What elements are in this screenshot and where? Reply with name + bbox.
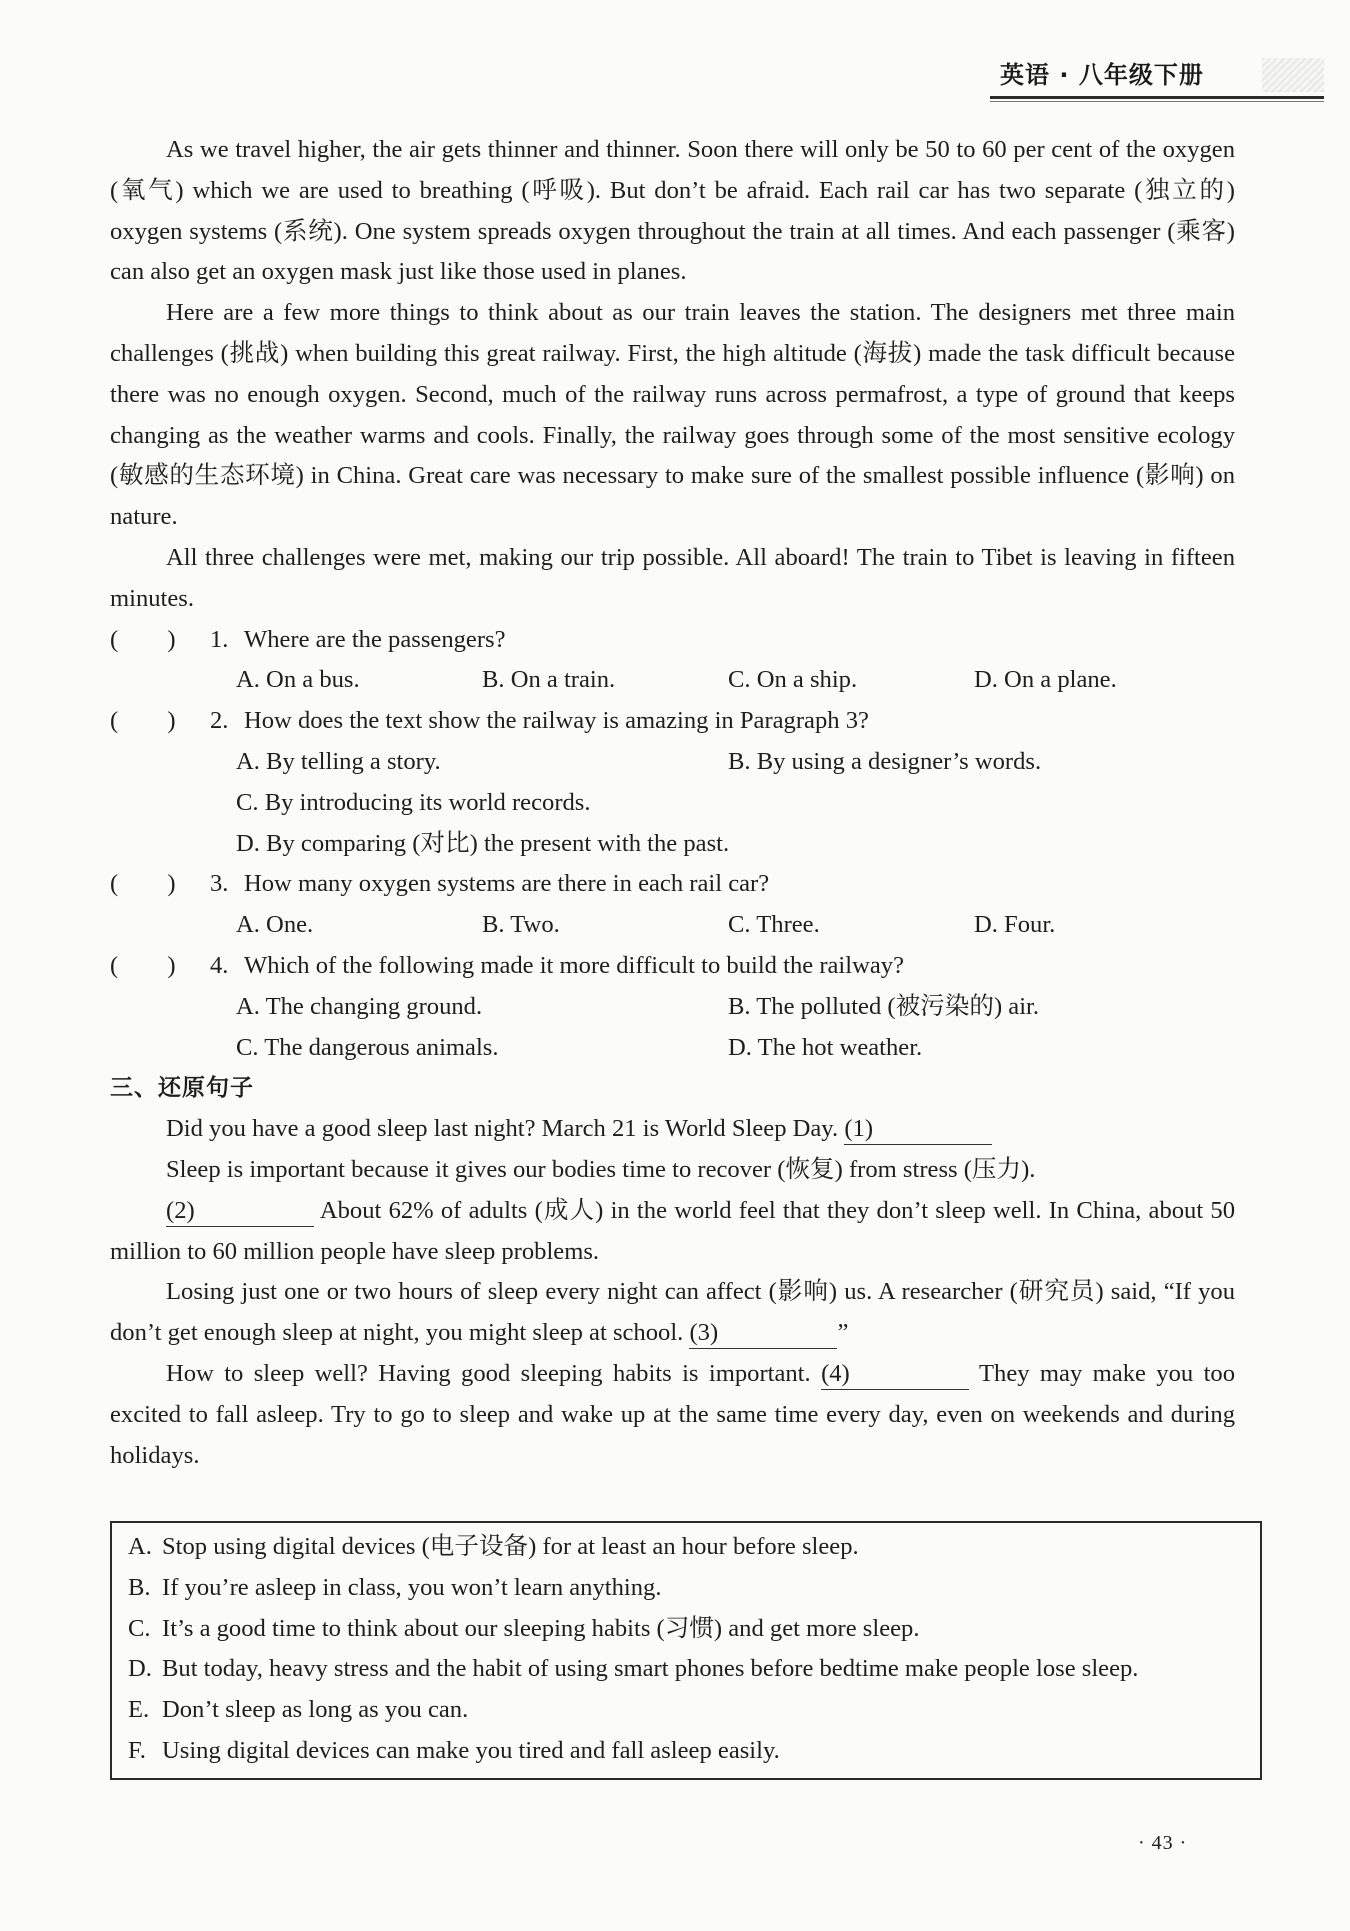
option: D. Four. (974, 911, 1056, 939)
question-options (110, 783, 1235, 824)
option-item (128, 1731, 1246, 1772)
option-text: Stop using digital devices (电子设备) for at least an hour before sleep. (162, 1533, 859, 1560)
question-options (110, 987, 1235, 1028)
option: B. Two. (482, 911, 560, 939)
option-item (128, 1609, 1246, 1650)
passage-paragraph: As we travel higher, the air gets thinner and thinner. Soon there will only be 50 to 60 per cent of the oxygen (氧气) which we are used to breathing (呼吸). But don’t be afraid. Each rail car has two separate (独立的) oxygen systems (系统). One system spreads oxygen throughout the train at all times. And each passenger (乘客) can also get an oxygen mask just like those used in planes. (110, 136, 1235, 286)
question-text: Where are the passengers? (244, 625, 506, 653)
option: D. The hot weather. (728, 1033, 923, 1061)
question-options (110, 660, 1235, 701)
answer-blank-4[interactable]: (4) (821, 1359, 969, 1390)
question-2 (110, 701, 1235, 742)
question-text: How does the text show the railway is amazing in Paragraph 3? (244, 707, 869, 735)
option: C. By introducing its world records. (236, 788, 591, 816)
option-letter: E. (128, 1696, 150, 1724)
sentence-paragraph (110, 1354, 1235, 1476)
header-decoration (1262, 58, 1324, 92)
question-1 (110, 620, 1235, 661)
option: B. On a train. (482, 666, 616, 694)
option-text: Using digital devices can make you tired and fall asleep easily. (162, 1736, 780, 1764)
option: A. On a bus. (236, 666, 360, 694)
page-number: · 43 · (1138, 1832, 1188, 1854)
question-text: Which of the following made it more difficult to build the railway? (244, 951, 904, 979)
question-number: 4. (210, 951, 229, 979)
sentence-paragraph (110, 1272, 1235, 1354)
paragraph-text: They may make you too excited to fall asleep. Try to go to sleep and wake up at the same time every day, even on weekends and during holidays. (110, 1359, 1236, 1469)
option-item (128, 1649, 1246, 1690)
header-rule-thin (990, 101, 1324, 102)
passage-paragraph: All three challenges were met, making our trip possible. All aboard! The train to Tibet is leaving in fifteen minutes. (110, 543, 1235, 612)
option-text: But today, heavy stress and the habit of using smart phones before bedtime make people lose sleep. (162, 1655, 1139, 1683)
question-number: 2. (210, 707, 229, 735)
option-text: If you’re asleep in class, you won’t learn anything. (162, 1573, 662, 1601)
option: B. By using a designer’s words. (728, 747, 1042, 775)
answer-blank-1[interactable]: (1) (844, 1114, 992, 1145)
option: C. On a ship. (728, 666, 858, 694)
option-letter: B. (128, 1573, 151, 1601)
option: C. Three. (728, 911, 820, 939)
option: A. The changing ground. (236, 992, 483, 1020)
option-text: Don’t sleep as long as you can. (162, 1696, 469, 1724)
header-title: 英语 · 八年级下册 (1000, 61, 1204, 89)
sentence-paragraph: Sleep is important because it gives our bodies time to recover (恢复) from stress (压力). (166, 1155, 1036, 1183)
question-options (110, 905, 1235, 946)
option-letter: F. (128, 1736, 146, 1764)
sentence-paragraph (110, 1109, 1235, 1150)
option: A. One. (236, 911, 314, 939)
answer-bracket[interactable]: ( ) (110, 870, 176, 898)
paragraph-text: Losing just one or two hours of sleep every night can affect (影响) us. A researcher (研究员) said, “If you don’t get enough sleep at night, you might sleep at school. (110, 1278, 1235, 1347)
question-4 (110, 946, 1235, 987)
question-options (110, 1028, 1235, 1069)
option-item (128, 1690, 1246, 1731)
option: B. The polluted (被污染的) air. (728, 992, 1040, 1020)
options-box (110, 1521, 1262, 1780)
question-options (110, 824, 1235, 865)
option-item (128, 1568, 1246, 1609)
question-text: How many oxygen systems are there in each rail car? (244, 870, 770, 898)
answer-bracket[interactable]: ( ) (110, 951, 176, 979)
paragraph-text: Did you have a good sleep last night? March 21 is World Sleep Day. (166, 1115, 839, 1143)
option: A. By telling a story. (236, 747, 441, 775)
answer-blank-3[interactable]: (3) (689, 1318, 837, 1349)
section-heading: 三、还原句子 (110, 1075, 254, 1102)
option-letter: D. (128, 1655, 152, 1683)
page-content (110, 130, 1235, 1476)
closing-quote: ” (837, 1319, 849, 1347)
option-item (128, 1527, 1246, 1568)
option: D. By comparing (对比) the present with the past. (236, 829, 730, 857)
option-letter: C. (128, 1614, 151, 1642)
answer-bracket[interactable]: ( ) (110, 625, 176, 653)
question-3 (110, 864, 1235, 905)
header-rule (990, 96, 1324, 99)
answer-blank-2[interactable]: (2) (166, 1196, 314, 1227)
paragraph-text: About 62% of adults (成人) in the world feel that they don’t sleep well. In China, about 50 million to 60 million people have sleep problems. (110, 1196, 1236, 1265)
paragraph-text: How to sleep well? Having good sleeping habits is important. (166, 1359, 811, 1387)
question-number: 1. (210, 625, 229, 653)
sentence-paragraph (110, 1191, 1235, 1273)
passage-paragraph: Here are a few more things to think about as our train leaves the station. The designers met three main challenges (挑战) when building this great railway. First, the high altitude (海拔) made the task difficult because there was no enough oxygen. Second, much of the railway runs across permafrost, a type of ground that keeps changing as the weather warms and cools. Finally, the railway goes through some of the most sensitive ecology (敏感的生态环境) in China. Great care was necessary to make sure of the smallest possible influence (影响) on nature. (110, 299, 1235, 531)
answer-bracket[interactable]: ( ) (110, 707, 176, 735)
option: C. The dangerous animals. (236, 1033, 499, 1061)
question-options (110, 742, 1235, 783)
option-letter: A. (128, 1533, 152, 1560)
question-number: 3. (210, 870, 229, 898)
option-text: It’s a good time to think about our sleeping habits (习惯) and get more sleep. (162, 1614, 920, 1642)
option: D. On a plane. (974, 666, 1117, 694)
